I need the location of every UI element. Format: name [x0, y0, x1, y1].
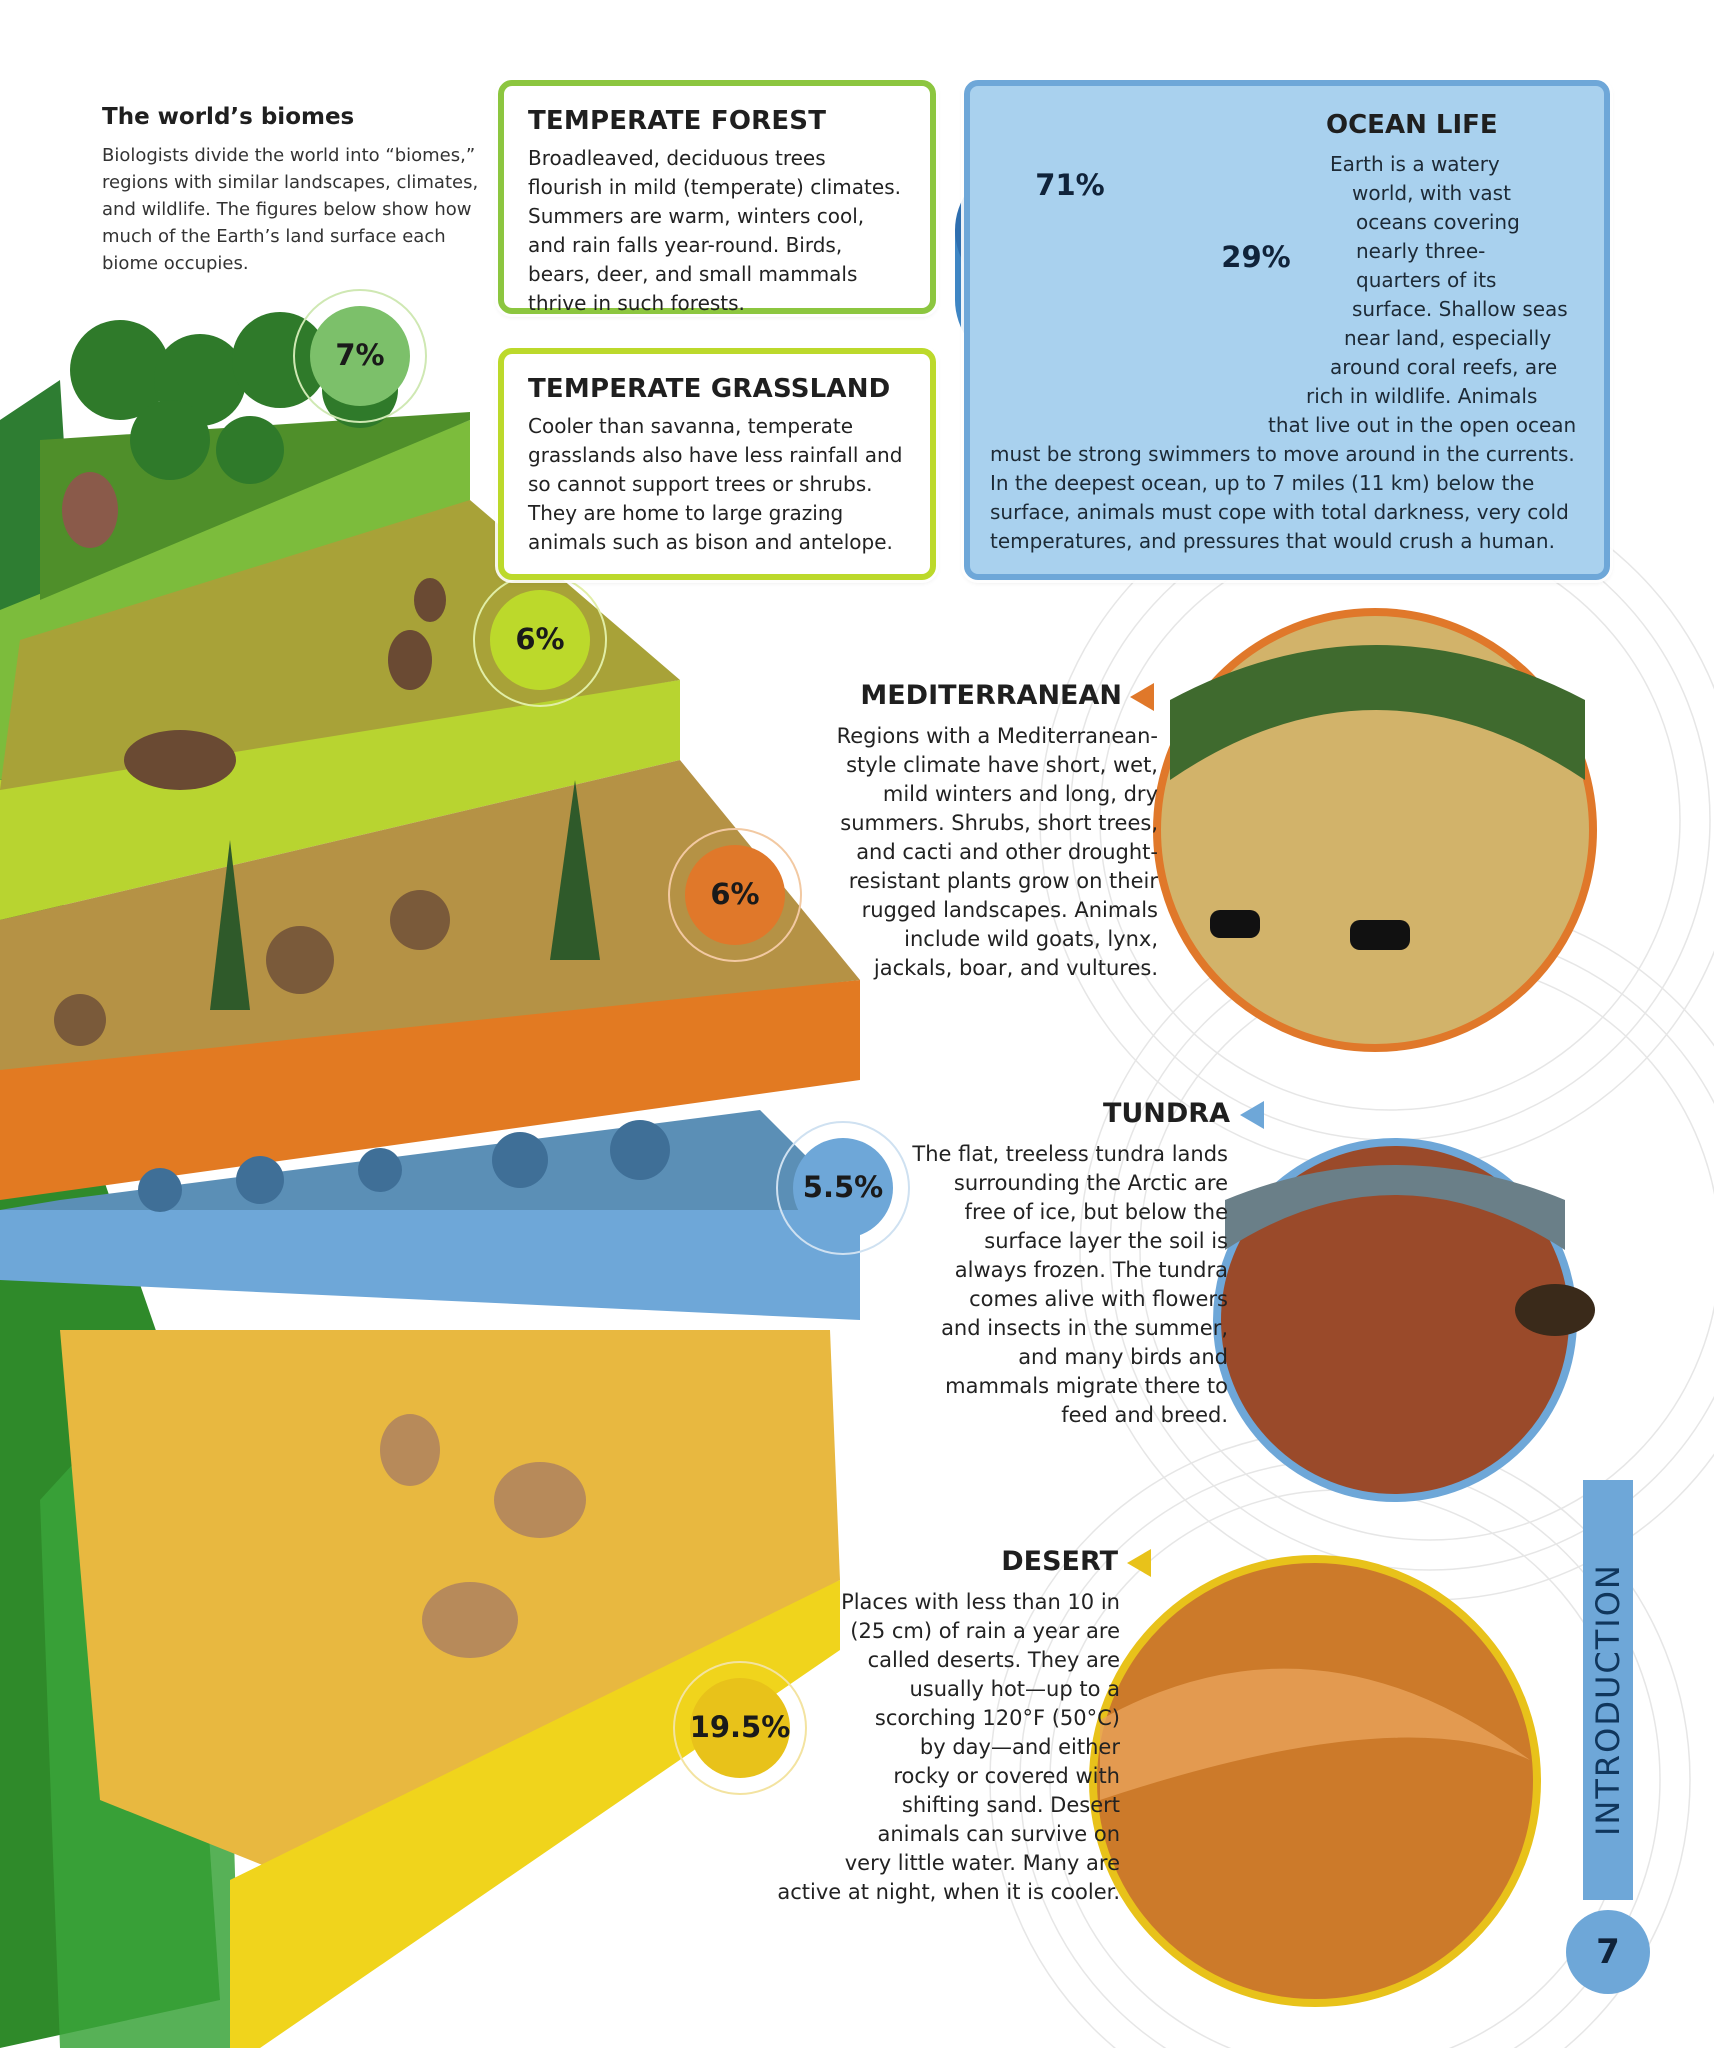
- temperate-forest-percent: 7%: [335, 338, 385, 372]
- tundra-title: TUNDRA: [1102, 1098, 1230, 1129]
- desert-title: DESERT: [1001, 1546, 1118, 1577]
- temperate-forest-box: [498, 80, 936, 314]
- mediterranean-line: and cacti and other drought-: [856, 840, 1158, 864]
- temperate-grassland-title: TEMPERATE GRASSLAND: [528, 374, 891, 404]
- mediterranean-line: resistant plants grow on their: [848, 869, 1158, 893]
- desert-line: scorching 120°F (50°C): [874, 1706, 1120, 1730]
- desert-line: called deserts. They are: [867, 1648, 1120, 1672]
- land-pie-label: 29%: [1221, 240, 1291, 274]
- ocean-line: temperatures, and pressures that would crush a human.: [990, 529, 1555, 553]
- desert-line: active at night, when it is cooler.: [777, 1880, 1120, 1904]
- mediterranean-pointer-icon: [1130, 683, 1154, 711]
- mediterranean-line: jackals, boar, and vultures.: [873, 956, 1158, 980]
- temperate-forest-title: TEMPERATE FOREST: [528, 106, 827, 136]
- section-label: INTRODUCTION: [1589, 1563, 1627, 1837]
- desert-line: (25 cm) of rain a year are: [850, 1619, 1120, 1643]
- ocean-line: around coral reefs, are: [1330, 355, 1558, 379]
- mediterranean-line: rugged landscapes. Animals: [861, 898, 1158, 922]
- tundra-percent: 5.5%: [802, 1170, 884, 1204]
- tundra-line: free of ice, but below the: [964, 1200, 1228, 1224]
- tundra-line: always frozen. The tundra: [954, 1258, 1228, 1282]
- desert-line: Places with less than 10 in: [841, 1590, 1120, 1614]
- photo-mediterranean: [1157, 612, 1593, 1048]
- tundra-line: and many birds and: [1018, 1345, 1228, 1369]
- photo-tundra: [1217, 1142, 1595, 1498]
- ocean-line: surface. Shallow seas: [1352, 297, 1568, 321]
- ocean-line: must be strong swimmers to move around in the currents.: [990, 442, 1575, 466]
- ocean-pie-label: 71%: [1035, 168, 1105, 202]
- desert-body: [700, 1588, 1120, 1907]
- desert-line: usually hot—up to a: [909, 1677, 1120, 1701]
- desert-line: shifting sand. Desert: [901, 1793, 1120, 1817]
- desert-percent: 19.5%: [689, 1710, 791, 1744]
- tundra-line: comes alive with flowers: [969, 1287, 1228, 1311]
- intro-title: The world’s biomes: [102, 104, 355, 130]
- tundra-line: mammals migrate there to: [945, 1374, 1228, 1398]
- tundra-body: [880, 1140, 1228, 1430]
- ocean-line: quarters of its: [1356, 268, 1497, 292]
- ocean-line: In the deepest ocean, up to 7 miles (11 km) below the: [990, 471, 1535, 495]
- desert-line: very little water. Many are: [844, 1851, 1120, 1875]
- ocean-line: world, with vast: [1352, 181, 1511, 205]
- temperate-grassland-body: Cooler than savanna, temperate grasslands also have less rainfall and so cannot support trees or shrubs. They are home to large grazing animals such as bison and antelope.: [528, 414, 903, 554]
- tundra-line: feed and breed.: [1061, 1403, 1228, 1427]
- temperate-grassland-box: [498, 348, 936, 580]
- desert-pointer-icon: [1127, 1549, 1151, 1577]
- ocean-line: near land, especially: [1344, 326, 1552, 350]
- ocean-line: surface, animals must cope with total darkness, very cold: [990, 500, 1569, 524]
- ocean-life-body: [990, 150, 1594, 556]
- ocean-life-title: OCEAN LIFE: [1326, 110, 1498, 140]
- mediterranean-line: summers. Shrubs, short trees,: [840, 811, 1158, 835]
- ocean-line: Earth is a watery: [1330, 152, 1500, 176]
- intro-body: Biologists divide the world into “biomes,” regions with similar landscapes, climates, and wildlife. The figures below show how much of the Earth’s land surface each biome occupies.: [102, 145, 479, 274]
- tundra-line: The flat, treeless tundra lands: [912, 1142, 1228, 1166]
- temperate-grassland-percent: 6%: [515, 622, 565, 656]
- mediterranean-line: include wild goats, lynx,: [904, 927, 1158, 951]
- photo-desert: [1093, 1559, 1537, 2003]
- ocean-line: rich in wildlife. Animals: [1306, 384, 1538, 408]
- temperate-forest-body: Broadleaved, deciduous trees flourish in mild (temperate) climates. Summers are warm, winters cool, and rain falls year-round. Birds, bears, deer, and small mammals thrive in such forests.: [528, 146, 901, 315]
- ocean-line: nearly three-: [1356, 239, 1486, 263]
- desert-line: by day—and either: [919, 1735, 1120, 1759]
- tundra-pointer-icon: [1240, 1101, 1264, 1129]
- desert-line: animals can survive on: [877, 1822, 1120, 1846]
- mediterranean-line: mild winters and long, dry: [882, 782, 1158, 806]
- mediterranean-line: Regions with a Mediterranean-: [836, 724, 1158, 748]
- tundra-line: surface layer the soil is: [984, 1229, 1228, 1253]
- mediterranean-title: MEDITERRANEAN: [860, 680, 1122, 711]
- page-number: 7: [1566, 1910, 1650, 1994]
- mediterranean-percent: 6%: [710, 877, 760, 911]
- desert-line: rocky or covered with: [893, 1764, 1120, 1788]
- ocean-line: that live out in the open ocean: [1268, 413, 1577, 437]
- ocean-line: oceans covering: [1356, 210, 1520, 234]
- mediterranean-body: [780, 722, 1158, 983]
- tundra-line: and insects in the summer,: [941, 1316, 1228, 1340]
- tundra-line: surrounding the Arctic are: [953, 1171, 1228, 1195]
- mediterranean-line: style climate have short, wet,: [846, 753, 1158, 777]
- ocean-life-box: [964, 80, 1610, 580]
